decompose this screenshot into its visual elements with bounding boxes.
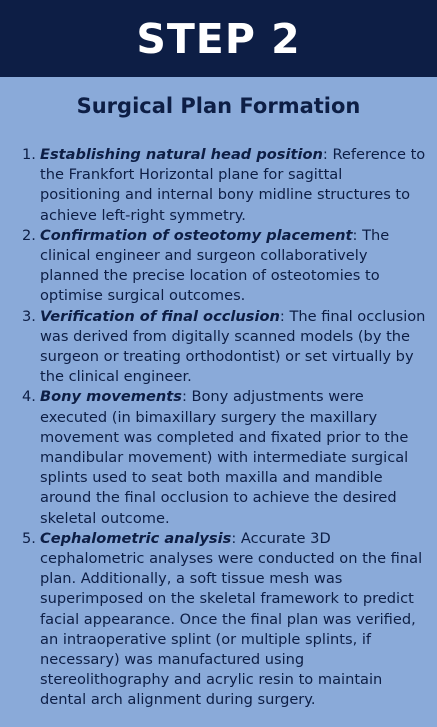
item-description: : The final occlusion was derived from digitally scanned models (by the surgeon or treating orthodontist) or set virtually by the clinical engineer.	[40, 307, 426, 386]
item-term: Bony movements	[40, 388, 182, 406]
list-item	[22, 226, 427, 307]
item-description: : Reference to the Frankfort Horizontal plane for sagittal positioning and internal bony midline structures to achieve left-right symmetry.	[40, 146, 426, 224]
item-number: 3.	[22, 307, 36, 325]
list-item	[22, 529, 427, 711]
item-term: Cephalometric analysis	[40, 529, 232, 547]
step-list	[22, 145, 427, 711]
item-term: Verification of final occlusion	[40, 307, 280, 325]
item-term: Confirmation of osteotomy placement	[40, 226, 353, 244]
list-item	[22, 145, 427, 226]
item-number: 5.	[22, 529, 36, 547]
item-text	[40, 307, 427, 388]
item-text	[40, 529, 427, 711]
step-title: STEP 2	[136, 14, 301, 63]
list-item	[22, 307, 427, 388]
item-description: : Accurate 3D cephalometric analyses were conducted on the final plan. Additionally, a soft tissue mesh was superimposed on the skeletal framework to predict facial appearance. Once the final plan was verified, an intraoperative splint (or multiple splints, if necessary) was manufactured using stereolithography and acrylic resin to maintain dental arch alignment during surgery.	[40, 529, 423, 709]
item-text	[40, 387, 427, 528]
item-number: 4.	[22, 388, 36, 406]
item-text	[40, 226, 427, 307]
item-description: : The clinical engineer and surgeon collaboratively planned the precise location of osteotomies to optimise surgical outcomes.	[40, 226, 390, 305]
step-header	[0, 0, 437, 77]
section-subtitle: Surgical Plan Formation	[76, 94, 361, 118]
item-description: : Bony adjustments were executed (in bimaxillary surgery the maxillary movement was completed and fixated prior to the mandibular movement) with intermediate surgical splints used to seat both maxilla and mandible around the final occlusion to achieve the desired skeletal outcome.	[40, 388, 409, 527]
item-term: Establishing natural head position	[40, 146, 323, 163]
item-number: 1.	[22, 146, 36, 163]
item-number: 2.	[22, 226, 36, 244]
item-text	[40, 145, 427, 226]
list-item	[22, 387, 427, 528]
